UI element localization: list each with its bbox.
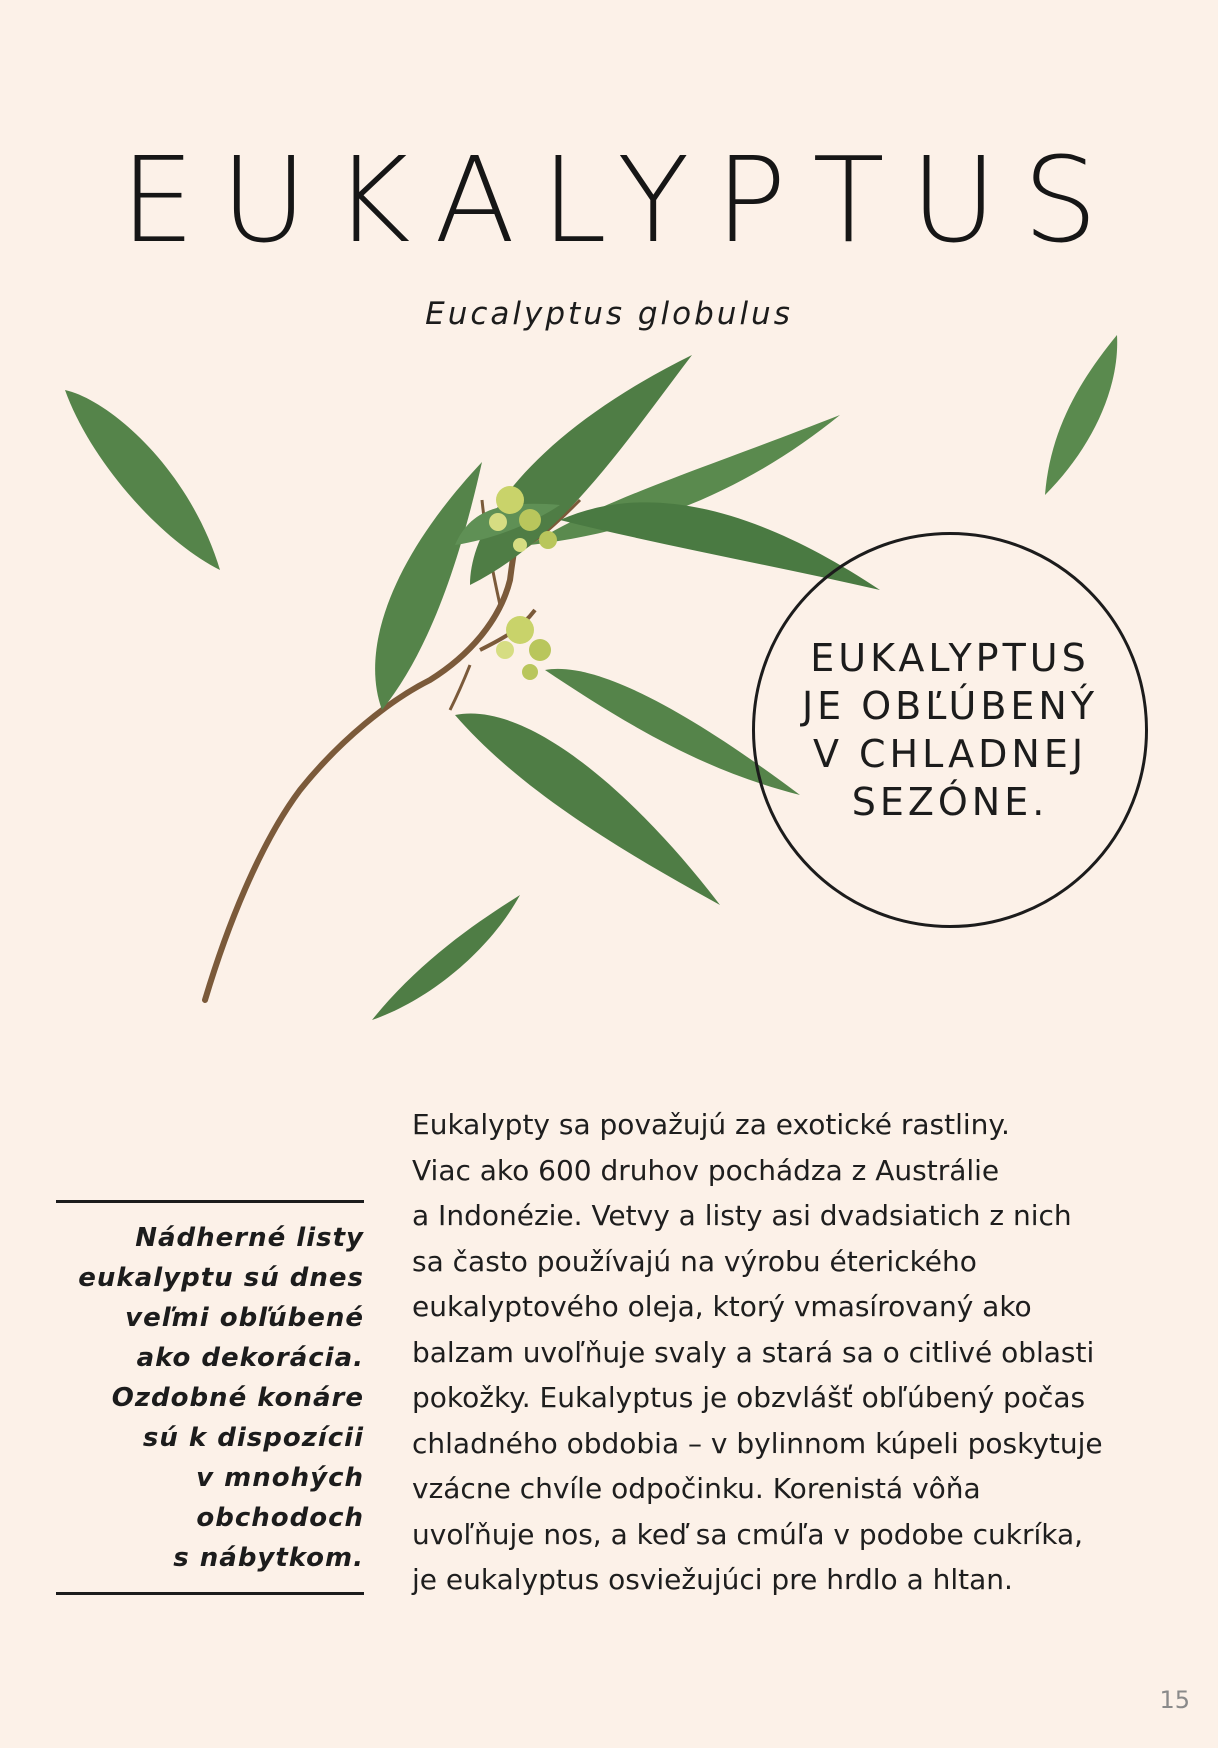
- page-title: EUKALYPTUS: [120, 131, 1124, 269]
- quote-line: ako dekorácia.: [136, 1343, 364, 1373]
- quote-line: v mnohých: [196, 1463, 364, 1493]
- leaf: [470, 355, 692, 585]
- quote-line: veľmi obľúbené: [125, 1303, 364, 1333]
- quote-divider-top: [56, 1200, 364, 1203]
- body-line: a Indonézie. Vetvy a listy asi dvadsiatich z nich: [412, 1199, 1072, 1232]
- quote-line: Ozdobné konáre: [111, 1383, 364, 1413]
- body-line: pokožky. Eukalyptus je obzvlášť obľúbený počas: [412, 1381, 1086, 1414]
- body-line: Eukalypty sa považujú za exotické rastliny.: [412, 1108, 1010, 1141]
- body-line: je eukalyptus osviežujúci pre hrdlo a hltan.: [412, 1563, 1013, 1596]
- body-line: sa často používajú na výrobu éterického: [412, 1244, 977, 1278]
- callout-circle: [752, 532, 1148, 928]
- callout-line: JE OBĽÚBENÝ: [801, 684, 1099, 728]
- quote-line: eukalyptu sú dnes: [78, 1263, 364, 1293]
- callout-line: EUKALYPTUS: [810, 636, 1090, 680]
- body-line: chladného obdobia – v bylinnom kúpeli poskytuje: [412, 1426, 1103, 1460]
- branch-twig: [450, 665, 470, 710]
- flower-cluster: [496, 616, 551, 680]
- body-line: eukalyptového oleja, ktorý vmasírovaný ako: [412, 1290, 1032, 1323]
- pull-quote: [56, 1218, 364, 1578]
- callout-line: SEZÓNE.: [851, 780, 1049, 824]
- body-line: uvoľňuje nos, a keď sa cmúľa v podobe cukríka,: [412, 1517, 1084, 1551]
- body-text: [412, 1102, 1172, 1603]
- quote-divider-bottom: [56, 1592, 364, 1595]
- quote-line: sú k dispozícii: [142, 1423, 364, 1453]
- body-line: vzácne chvíle odpočinku. Korenistá vôňa: [412, 1472, 981, 1505]
- quote-line: Nádherné listy: [135, 1223, 364, 1253]
- loose-leaf: [372, 895, 520, 1020]
- loose-leaf: [1045, 335, 1117, 495]
- body-line: balzam uvoľňuje svaly a stará sa o citlivé oblasti: [412, 1335, 1095, 1369]
- callout-line: V CHLADNEJ: [812, 732, 1088, 776]
- quote-line: obchodoch: [196, 1503, 364, 1533]
- loose-leaf: [65, 390, 220, 570]
- latin-name: Eucalyptus globulus: [425, 296, 793, 332]
- body-line: Viac ako 600 druhov pochádza z Austrálie: [412, 1153, 1000, 1187]
- quote-line: s nábytkom.: [173, 1543, 364, 1573]
- page-number: 15: [1159, 1686, 1190, 1714]
